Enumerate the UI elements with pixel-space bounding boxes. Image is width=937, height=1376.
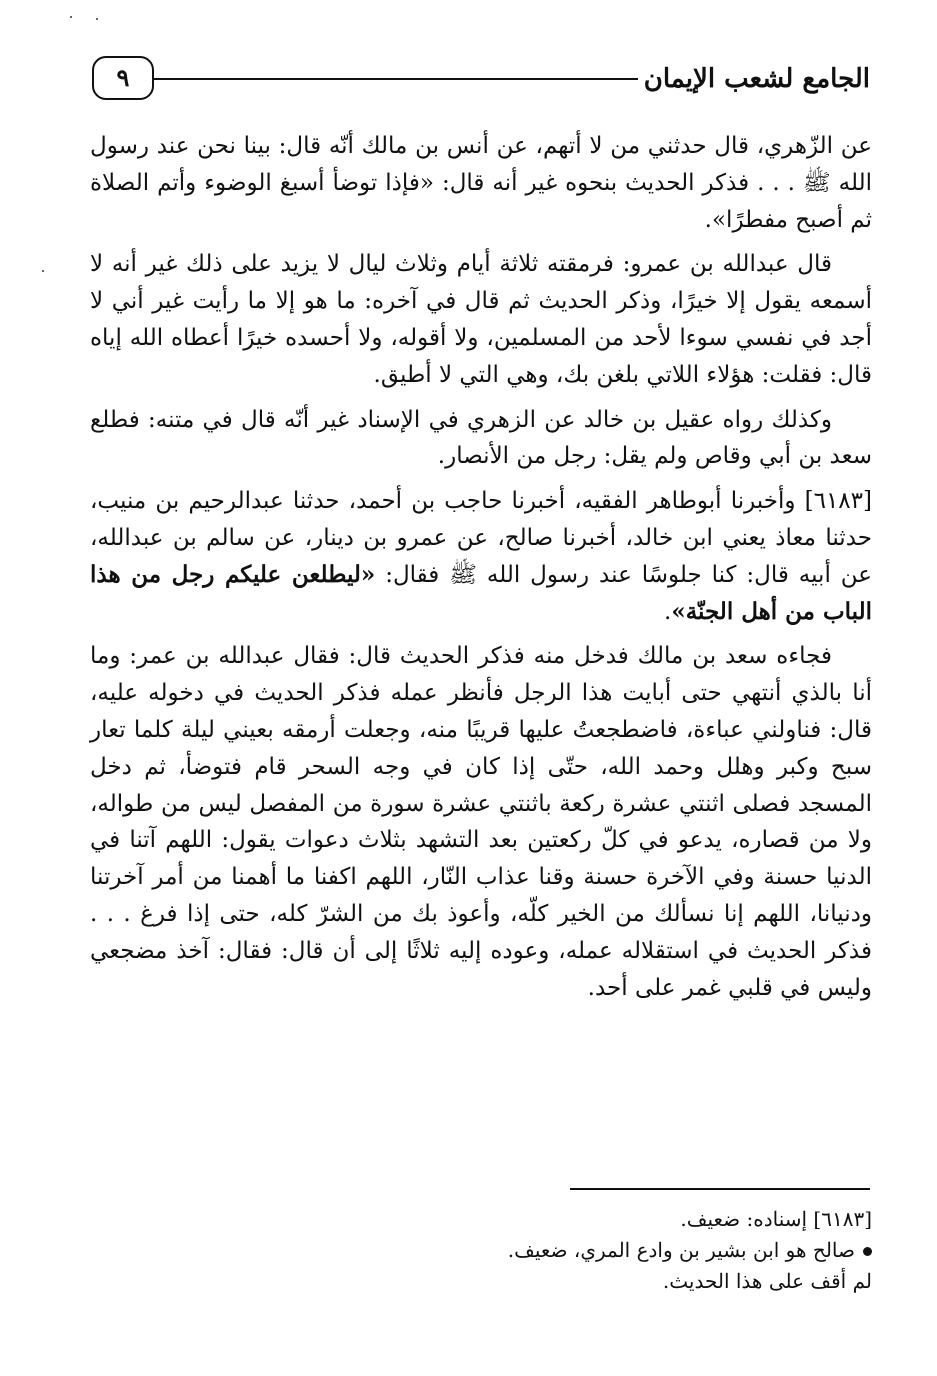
footnote-line [300, 1266, 872, 1297]
text-run: [٦١٨٣] وأخبرنا أبوطاهر الفقيه، أخبرنا حاجب بن أحمد، حدثنا عبدالرحيم بن منيب، حدثنا معاذ يعني ابن خالد، أخبرنا صالح، عن عمرو بن دينار، عن سالم بن عبدالله، عن أبيه قال: كنا جلوسًا عند رسول الله ﷺ فقال: [90, 488, 872, 588]
page-number-box [92, 56, 154, 100]
main-text [90, 128, 872, 1014]
running-header [92, 56, 870, 108]
footnote-separator [570, 1188, 870, 1190]
book-title: الجامع لشعب الإيمان [643, 64, 870, 94]
footnote-line [300, 1204, 872, 1235]
text-run: فجاءه سعد بن مالك فدخل منه فذكر الحديث قال: فقال عبدالله بن عمر: وما أنا بالذي أنتهي حتى أبايت هذا الرجل فأنظر عمله فذكر الحديث في دخوله عليه، قال: فناولني عباءة، فاضطجعتُ عليها قريبًا منه، وجعلت أرمقه بعيني ليلة كلما تعار سبح وكبر وهلل وحمد الله، حتّى إذا كان في وجه السحر قام فتوضأ، ثم دخل المسجد فصلى اثنتي عشرة ركعة باثنتي عشرة سورة من المفصل ليس من طواله، ولا من قصاره، يدعو في كلّ ركعتين بعد التشهد بثلاث دعوات يقول: اللهم آتنا في الدنيا حسنة وفي الآخرة حسنة وقنا عذاب النّار، اللهم اكفنا ما أهمنا من أمر آخرتنا ودنيانا، اللهم إنا نسألك من الخير كلّه، وأعوذ بك من الشرّ كله، حتى إذا فرغ . . . فذكر الحديث في استقلاله عمله، وعوده إليه ثلاثًا إلى أن قال: فقال: آخذ مضجعي وليس في قلبي غمر على أحد. [90, 643, 872, 1001]
page-number: ٩ [116, 63, 130, 92]
header-rule [154, 78, 638, 80]
paragraph-p4 [90, 483, 872, 630]
footnote-text: صالح هو ابن بشير بن وادع المري، ضعيف. [507, 1238, 855, 1262]
text-run: عن الزّهري، قال حدثني من لا أتهم، عن أنس بن مالك أنّه قال: بينا نحن عند رسول الله ﷺ . . . فذكر الحديث بنحوه غير أنه قال: «فإذا توضأ أسبغ الوضوء وأتم الصلاة ثم أصبح مفطرًا». [90, 133, 872, 233]
scan-speck [42, 270, 44, 272]
paragraph-p3 [90, 402, 872, 476]
paragraph-p5 [90, 638, 872, 1006]
hadith-quote: «ليطلعن عليكم رجل من هذا الباب من أهل الجنّة» [90, 560, 872, 625]
paragraph-p2 [90, 246, 872, 393]
footnote-text: لم أقف على هذا الحديث. [662, 1269, 872, 1293]
scan-speck [70, 16, 72, 18]
paragraph-p1 [90, 128, 872, 238]
text-run: . [664, 598, 672, 625]
scan-speck [96, 18, 98, 20]
footnote-text: [٦١٨٣] إسناده: ضعيف. [680, 1207, 872, 1231]
footnotes [300, 1204, 872, 1297]
text-run: قال عبدالله بن عمرو: فرمقته ثلاثة أيام وثلاث ليال لا يزيد على ذلك غير أنه لا أسمعه يقول إلا خيرًا، وذكر الحديث ثم قال في آخره: ما هو إلا ما رأيت غير أني لا أجد في نفسي سوءا لأحد من المسلمين، ولا أقوله، ولا أحسده خيرًا أعطاه الله إياه قال: فقلت: هؤلاء اللاتي بلغن بك، وهي التي لا أطيق. [90, 251, 872, 388]
bullet-icon [863, 1247, 872, 1256]
footnote-line [300, 1235, 872, 1266]
text-run: وكذلك رواه عقيل بن خالد عن الزهري في الإسناد غير أنّه قال في متنه: فطلع سعد بن أبي وقاص ولم يقل: رجل من الأنصار. [90, 406, 872, 470]
